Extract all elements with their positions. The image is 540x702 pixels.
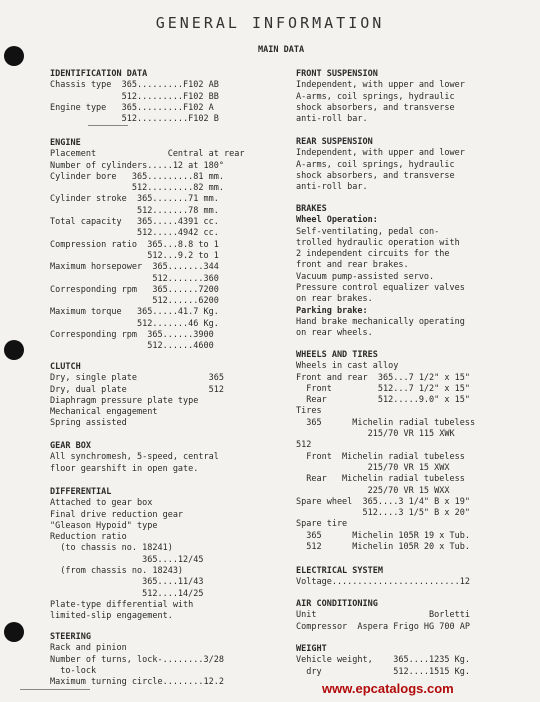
spec-line: 512....3 1/5" B x 20"	[296, 508, 470, 519]
section-heading: WEIGHT	[296, 644, 327, 654]
spec-line: trolled hydraulic operation with	[296, 237, 460, 248]
spec-line: 512...9.2 to 1	[50, 250, 219, 261]
spec-line: Maximum turning circle........12.2	[50, 677, 224, 688]
spec-line: "Gleason Hypoid" type	[50, 520, 158, 531]
punch-hole-bottom	[4, 622, 24, 642]
section-heading: WHEELS AND TIRES	[296, 350, 378, 360]
spec-line: Rack and pinion	[50, 643, 127, 654]
section-brakes	[296, 204, 496, 340]
spec-line: Voltage.........................12	[296, 577, 470, 588]
section-engine	[50, 138, 280, 353]
spec-line: A-arms, coil springs, hydraulic	[296, 159, 455, 170]
spec-line: Front Michelin radial tubeless	[296, 451, 465, 462]
spec-line: Number of turns, lock-........3/28	[50, 654, 224, 665]
section-wheels-and-tires	[296, 350, 496, 553]
section-air-conditioning	[296, 599, 496, 633]
spec-line: limited-slip engagement.	[50, 611, 173, 622]
spec-line: 512......4600	[50, 341, 214, 352]
spec-line: floor gearshift in open gate.	[50, 463, 199, 474]
spec-line: Corresponding rpm 365......7200	[50, 284, 219, 295]
spec-line: 215/70 VR 115 XWK	[296, 429, 455, 440]
section-heading: ENGINE	[50, 138, 81, 148]
spec-line: 512.......360	[50, 273, 219, 284]
spec-line: Rear 512.....9.0" x 15"	[296, 395, 470, 406]
spec-line: Wheels in cast alloy	[296, 361, 399, 372]
spec-line: Front 512...7 1/2" x 15"	[296, 383, 470, 394]
spec-line: Independent, with upper and lower	[296, 148, 465, 159]
spec-line: Rear Michelin radial tubeless	[296, 474, 465, 485]
spec-line: 512.........F102 BB	[50, 91, 219, 102]
spec-line: Engine type 365.........F102 A	[50, 102, 214, 113]
section-heading: IDENTIFICATION DATA	[50, 69, 148, 79]
punch-hole-top	[4, 46, 24, 66]
spec-line: Spring assisted	[50, 418, 127, 429]
page-title: GENERAL INFORMATION	[155, 14, 385, 32]
spec-line: Reduction ratio	[50, 532, 127, 543]
spec-line: Compressor Aspera Frigo HG 700 AP	[296, 621, 470, 632]
spec-line: to-lock	[50, 665, 97, 676]
spec-line: Mechanical engagement	[50, 407, 158, 418]
page-subtitle: MAIN DATA	[258, 45, 305, 55]
spec-line: 512 Michelin 105R 20 x Tub.	[296, 542, 470, 553]
spec-line: Placement Central at rear	[50, 149, 245, 160]
spec-line: anti-roll bar.	[296, 182, 368, 193]
spec-line: anti-roll bar.	[296, 114, 368, 125]
spec-line: Compression ratio 365...8.8 to 1	[50, 239, 219, 250]
spec-line: Vacuum pump-assisted servo.	[296, 271, 435, 282]
spec-line: Spare tire	[296, 519, 348, 530]
section-clutch	[50, 362, 280, 430]
pencil-mark	[20, 689, 90, 690]
section-heading: FRONT SUSPENSION	[296, 69, 378, 79]
spec-line: Tires	[296, 406, 322, 417]
spec-line: 512..........F102 B	[50, 114, 219, 125]
section-steering	[50, 632, 280, 688]
spec-line: 365....12/45	[50, 554, 204, 565]
spec-line: Independent, with upper and lower	[296, 80, 465, 91]
spec-line: Attached to gear box	[50, 498, 153, 509]
spec-line: 215/70 VR 15 XWX	[296, 462, 450, 473]
spec-line: All synchromesh, 5-speed, central	[50, 452, 219, 463]
spec-line: shock absorbers, and transverse	[296, 102, 455, 113]
spec-line: front and rear brakes.	[296, 260, 409, 271]
spec-line: 365....11/43	[50, 577, 204, 588]
section-heading: GEAR BOX	[50, 441, 91, 451]
spec-line: Hand brake mechanically operating	[296, 316, 465, 327]
spec-line: 512....14/25	[50, 588, 204, 599]
spec-line: Final drive reduction gear	[50, 509, 184, 520]
spec-line: Dry, single plate 365	[50, 373, 224, 384]
section-gear-box	[50, 441, 280, 475]
spec-line: on rear brakes.	[296, 294, 373, 305]
section-rear-suspension	[296, 137, 496, 193]
spec-line: Cylinder bore 365.........81 mm.	[50, 171, 224, 182]
spec-line: Diaphragm pressure plate type	[50, 395, 199, 406]
spec-line: A-arms, coil springs, hydraulic	[296, 91, 455, 102]
section-electrical-system	[296, 566, 496, 589]
spec-line: Self-ventilating, pedal con-	[296, 226, 440, 237]
spec-line: 512	[296, 440, 312, 451]
spec-line: dry 512....1515 Kg.	[296, 666, 470, 677]
spec-line: Number of cylinders.....12 at 180°	[50, 160, 224, 171]
spec-line: Unit Borletti	[296, 610, 470, 621]
spec-line: on rear wheels.	[296, 328, 373, 339]
spec-line: 512.......78 mm.	[50, 205, 219, 216]
spec-line: Corresponding rpm 365......3900	[50, 330, 214, 341]
section-heading: CLUTCH	[50, 362, 81, 372]
spec-line: (from chassis no. 18243)	[50, 566, 184, 577]
section-heading: DIFFERENTIAL	[50, 487, 112, 497]
spec-line: Dry, dual plate 512	[50, 384, 224, 395]
spec-line: Parking brake:	[296, 305, 368, 316]
footer-watermark: www.epcatalogs.com	[322, 681, 454, 696]
spec-line: 512......6200	[50, 296, 219, 307]
section-weight	[296, 644, 496, 678]
spec-line: Pressure control equalizer valves	[296, 283, 465, 294]
spec-line: Spare wheel 365....3 1/4" B x 19"	[296, 496, 470, 507]
section-heading: ELECTRICAL SYSTEM	[296, 566, 383, 576]
section-heading: REAR SUSPENSION	[296, 137, 373, 147]
spec-line: Maximum horsepower 365.......344	[50, 262, 219, 273]
spec-line: Vehicle weight, 365....1235 Kg.	[296, 655, 470, 666]
spec-line: Plate-type differential with	[50, 599, 194, 610]
spec-line: Chassis type 365.........F102 AB	[50, 80, 219, 91]
section-heading: AIR CONDITIONING	[296, 599, 378, 609]
spec-line: 512.........82 mm.	[50, 183, 224, 194]
punch-hole-middle	[4, 340, 24, 360]
spec-line: Cylinder stroke 365.......71 mm.	[50, 194, 219, 205]
spec-line: Maximum torque 365.....41.7 Kg.	[50, 307, 219, 318]
spec-line: Front and rear 365...7 1/2" x 15"	[296, 372, 470, 383]
spec-line: 2 independent circuits for the	[296, 249, 450, 260]
section-front-suspension	[296, 69, 496, 125]
spec-line: Total capacity 365.....4391 cc.	[50, 217, 219, 228]
spec-line: 512.......46 Kg.	[50, 318, 219, 329]
section-differential	[50, 487, 280, 623]
section-identification-data	[50, 69, 280, 125]
spec-line: 365 Michelin radial tubeless	[296, 417, 476, 428]
spec-line: 512.....4942 cc.	[50, 228, 219, 239]
spec-line: 225/70 VR 15 WXX	[296, 485, 450, 496]
spec-line: 365 Michelin 105R 19 x Tub.	[296, 530, 470, 541]
spec-line: shock absorbers, and transverse	[296, 170, 455, 181]
section-heading: STEERING	[50, 632, 91, 642]
spec-line: (to chassis no. 18241)	[50, 543, 173, 554]
spec-line: Wheel Operation:	[296, 215, 378, 226]
section-heading: BRAKES	[296, 204, 327, 214]
